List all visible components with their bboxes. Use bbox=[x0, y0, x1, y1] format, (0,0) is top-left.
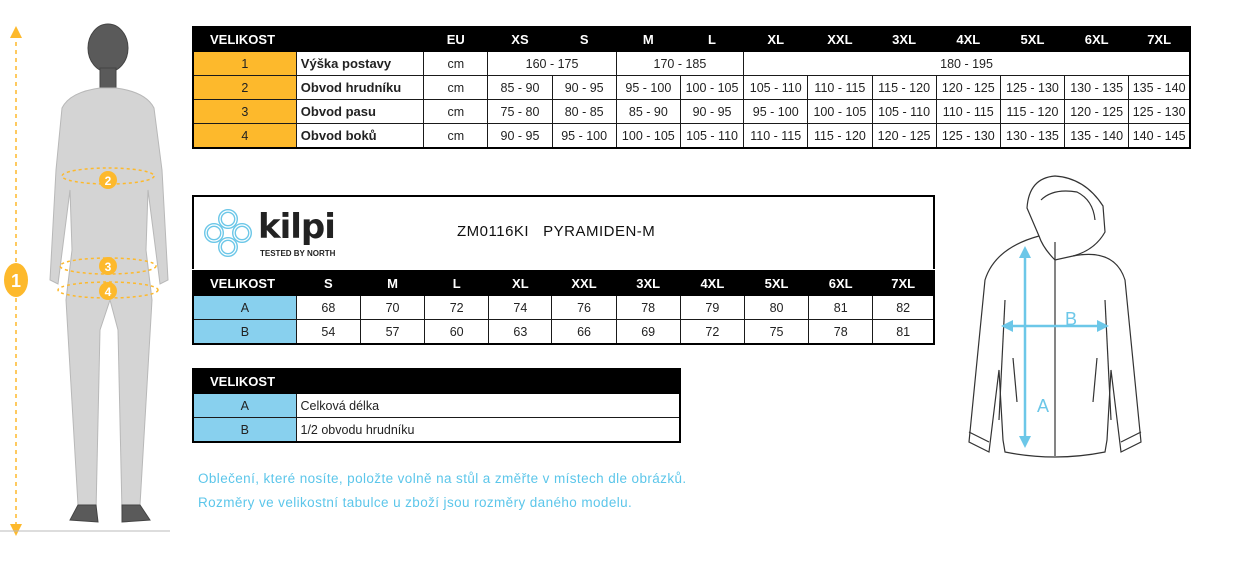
table-cell: 85 - 90 bbox=[488, 76, 552, 100]
table-cell: 100 - 105 bbox=[680, 76, 743, 100]
header-5xl: 5XL bbox=[1000, 27, 1064, 52]
table-cell: 54 bbox=[296, 320, 360, 345]
table-cell: 70 bbox=[360, 296, 424, 320]
table-cell: 110 - 115 bbox=[936, 100, 1000, 124]
table-row bbox=[193, 76, 1190, 100]
legend-table-header bbox=[193, 369, 680, 394]
table-cell: 115 - 120 bbox=[872, 76, 936, 100]
product-title bbox=[457, 223, 655, 240]
table-cell: 85 - 90 bbox=[616, 100, 680, 124]
row-label-a: A bbox=[193, 296, 296, 320]
header-xl: XL bbox=[744, 27, 808, 52]
table-cell: 72 bbox=[425, 296, 489, 320]
header-velikost: VELIKOST bbox=[193, 369, 680, 394]
header-velikost: VELIKOST bbox=[193, 271, 296, 296]
table-cell: 79 bbox=[680, 296, 744, 320]
marker-2 bbox=[99, 171, 117, 189]
table-cell: 74 bbox=[489, 296, 552, 320]
table-cell: 110 - 115 bbox=[744, 124, 808, 149]
table-cell: 76 bbox=[552, 296, 616, 320]
header-s: S bbox=[296, 271, 360, 296]
row-label: Výška postavy bbox=[296, 52, 423, 76]
table-cell: 105 - 110 bbox=[872, 100, 936, 124]
row-number: 2 bbox=[193, 76, 296, 100]
brand-tagline: TESTED BY NORTH bbox=[260, 249, 336, 258]
jacket-marker-a: A bbox=[1037, 396, 1050, 416]
row-unit: cm bbox=[424, 124, 488, 149]
table-cell: 95 - 100 bbox=[744, 100, 808, 124]
table-cell: 81 bbox=[873, 320, 934, 345]
size-table bbox=[192, 26, 1191, 149]
legend-desc-b: 1/2 obvodu hrudníku bbox=[296, 418, 680, 443]
row-label: Obvod boků bbox=[296, 124, 423, 149]
table-cell: 72 bbox=[680, 320, 744, 345]
row-number: 4 bbox=[193, 124, 296, 149]
table-cell: 63 bbox=[489, 320, 552, 345]
table-row bbox=[193, 418, 680, 443]
row-unit: cm bbox=[424, 52, 488, 76]
jacket-marker-b: B bbox=[1065, 309, 1078, 329]
table-cell: 160 - 175 bbox=[488, 52, 616, 76]
note-measure-instructions: Oblečení, které nosíte, položte volně na stůl a změřte v místech dle obrázků. bbox=[198, 471, 687, 486]
table-cell: 66 bbox=[552, 320, 616, 345]
header-l: L bbox=[425, 271, 489, 296]
table-row bbox=[193, 52, 1190, 76]
header-xxl: XXL bbox=[552, 271, 616, 296]
header-4xl: 4XL bbox=[680, 271, 744, 296]
size-table-header bbox=[193, 27, 1190, 52]
table-row bbox=[193, 100, 1190, 124]
svg-text:3: 3 bbox=[104, 260, 112, 274]
table-cell: 82 bbox=[873, 296, 934, 320]
row-number: 1 bbox=[193, 52, 296, 76]
table-cell: 78 bbox=[809, 320, 873, 345]
table-cell: 170 - 185 bbox=[616, 52, 743, 76]
table-cell: 57 bbox=[360, 320, 424, 345]
table-row bbox=[193, 124, 1190, 149]
marker-4 bbox=[99, 282, 117, 300]
row-unit: cm bbox=[424, 76, 488, 100]
table-cell: 125 - 130 bbox=[936, 124, 1000, 149]
svg-text:1: 1 bbox=[10, 271, 22, 291]
svg-text:4: 4 bbox=[104, 285, 112, 299]
header-l: L bbox=[680, 27, 743, 52]
header-eu: EU bbox=[424, 27, 488, 52]
table-cell: 90 - 95 bbox=[488, 124, 552, 149]
table-cell: 90 - 95 bbox=[680, 100, 743, 124]
header-velikost: VELIKOST bbox=[193, 27, 424, 52]
legend-desc-a: Celková délka bbox=[296, 394, 680, 418]
table-cell: 60 bbox=[425, 320, 489, 345]
table-cell: 120 - 125 bbox=[936, 76, 1000, 100]
legend-table bbox=[192, 368, 681, 443]
product-name: PYRAMIDEN-M bbox=[543, 223, 656, 240]
header-6xl: 6XL bbox=[809, 271, 873, 296]
table-cell: 69 bbox=[616, 320, 680, 345]
knot-icon bbox=[202, 207, 254, 259]
body-measurement-figure bbox=[0, 0, 190, 563]
table-cell: 95 - 100 bbox=[552, 124, 616, 149]
kilpi-logo bbox=[202, 205, 342, 261]
table-cell: 130 - 135 bbox=[1065, 76, 1129, 100]
table-cell: 120 - 125 bbox=[1065, 100, 1129, 124]
header-m: M bbox=[360, 271, 424, 296]
table-cell: 75 - 80 bbox=[488, 100, 552, 124]
table-cell: 120 - 125 bbox=[872, 124, 936, 149]
table-cell: 95 - 100 bbox=[616, 76, 680, 100]
brand-name: kilpi bbox=[258, 207, 335, 247]
header-6xl: 6XL bbox=[1065, 27, 1129, 52]
table-cell: 140 - 145 bbox=[1129, 124, 1190, 149]
table-cell: 135 - 140 bbox=[1065, 124, 1129, 149]
table-cell: 100 - 105 bbox=[808, 100, 872, 124]
table-cell: 105 - 110 bbox=[744, 76, 808, 100]
product-code: ZM0116KI bbox=[457, 223, 530, 240]
table-row bbox=[193, 320, 934, 345]
header-s: S bbox=[552, 27, 616, 52]
table-cell: 135 - 140 bbox=[1129, 76, 1190, 100]
table-row bbox=[193, 394, 680, 418]
note-model-dimensions: Rozměry ve velikostní tabulce u zboží jsou rozměry daného modelu. bbox=[198, 495, 633, 510]
jacket-diagram bbox=[955, 170, 1145, 480]
table-cell: 90 - 95 bbox=[552, 76, 616, 100]
header-xl: XL bbox=[489, 271, 552, 296]
header-3xl: 3XL bbox=[872, 27, 936, 52]
legend-label-a: A bbox=[193, 394, 296, 418]
header-xs: XS bbox=[488, 27, 552, 52]
table-cell: 130 - 135 bbox=[1000, 124, 1064, 149]
product-header bbox=[192, 195, 935, 269]
table-cell: 68 bbox=[296, 296, 360, 320]
header-7xl: 7XL bbox=[1129, 27, 1190, 52]
legend-label-b: B bbox=[193, 418, 296, 443]
row-number: 3 bbox=[193, 100, 296, 124]
svg-text:2: 2 bbox=[104, 174, 112, 188]
table-cell: 75 bbox=[744, 320, 808, 345]
header-5xl: 5XL bbox=[744, 271, 808, 296]
table-cell: 78 bbox=[616, 296, 680, 320]
header-3xl: 3XL bbox=[616, 271, 680, 296]
table-cell: 80 - 85 bbox=[552, 100, 616, 124]
product-size-table bbox=[192, 270, 935, 345]
table-cell: 125 - 130 bbox=[1000, 76, 1064, 100]
header-m: M bbox=[616, 27, 680, 52]
table-row bbox=[193, 296, 934, 320]
header-7xl: 7XL bbox=[873, 271, 934, 296]
table-cell: 125 - 130 bbox=[1129, 100, 1190, 124]
marker-3 bbox=[99, 257, 117, 275]
product-table-header bbox=[193, 271, 934, 296]
table-cell: 81 bbox=[809, 296, 873, 320]
row-unit: cm bbox=[424, 100, 488, 124]
row-label-b: B bbox=[193, 320, 296, 345]
row-label: Obvod hrudníku bbox=[296, 76, 423, 100]
table-cell: 115 - 120 bbox=[1000, 100, 1064, 124]
table-cell: 180 - 195 bbox=[744, 52, 1190, 76]
table-cell: 110 - 115 bbox=[808, 76, 872, 100]
header-xxl: XXL bbox=[808, 27, 872, 52]
table-cell: 80 bbox=[744, 296, 808, 320]
marker-1 bbox=[4, 263, 28, 297]
row-label: Obvod pasu bbox=[296, 100, 423, 124]
header-4xl: 4XL bbox=[936, 27, 1000, 52]
table-cell: 105 - 110 bbox=[680, 124, 743, 149]
table-cell: 100 - 105 bbox=[616, 124, 680, 149]
table-cell: 115 - 120 bbox=[808, 124, 872, 149]
